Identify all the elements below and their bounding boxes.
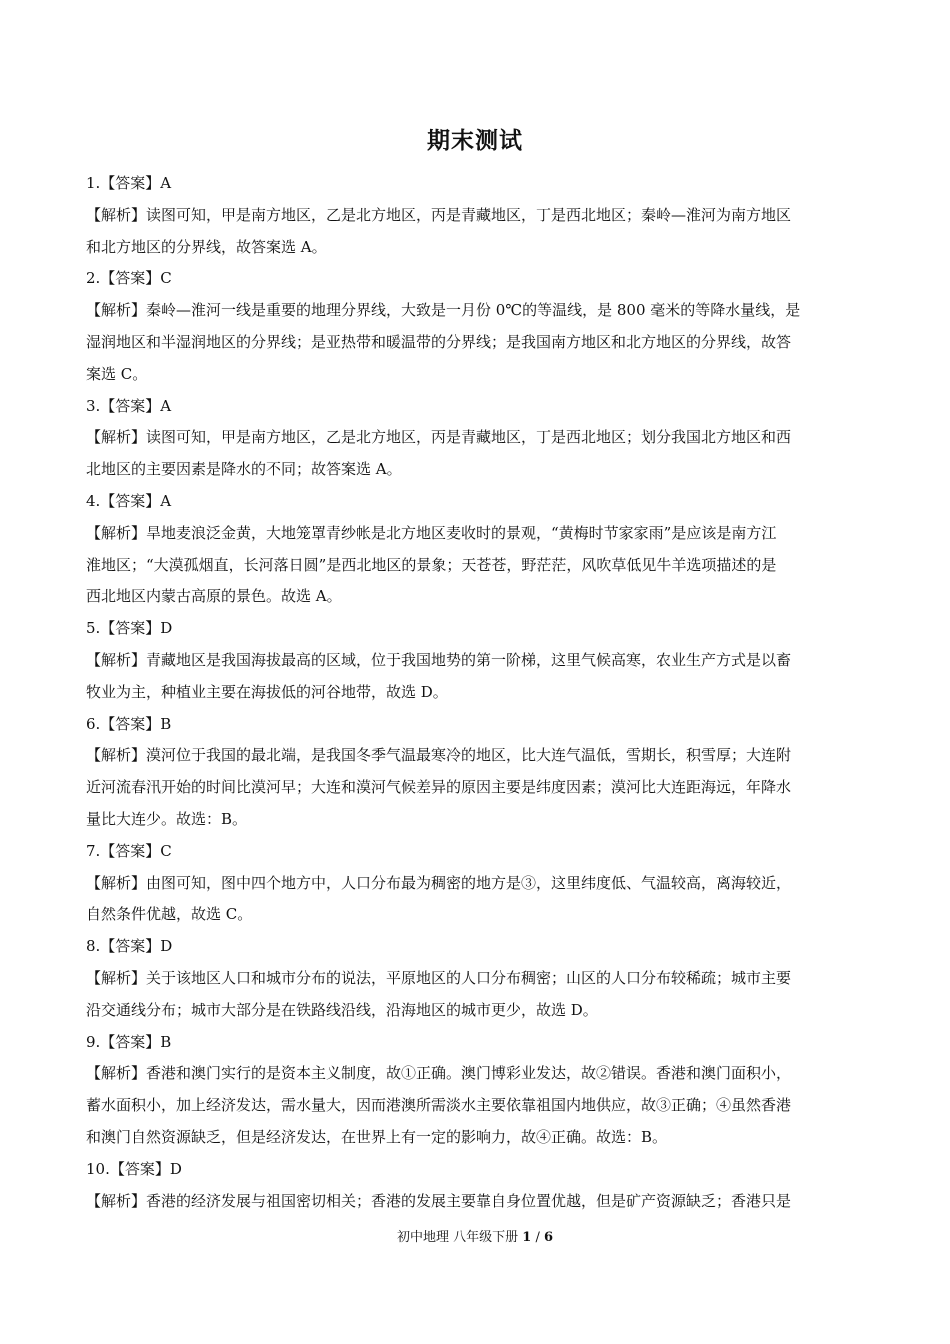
- text-line: 【解析】读图可知，甲是南方地区，乙是北方地区，丙是青藏地区，丁是西北地区；划分我国北方地区和西: [86, 428, 792, 447]
- text-line: 【解析】读图可知，甲是南方地区，乙是北方地区，丙是青藏地区，丁是西北地区；秦岭—淮河为南方地区: [86, 205, 792, 224]
- text-line: 2.【答案】C: [86, 269, 172, 288]
- text-line: 【解析】香港的经济发展与祖国密切相关；香港的发展主要靠自身位置优越，但是矿产资源缺乏；香港只是: [86, 1191, 792, 1210]
- page-number: 1: [522, 1230, 532, 1245]
- text-line: 4.【答案】A: [86, 491, 172, 510]
- text-line: 6.【答案】B: [86, 714, 172, 733]
- text-line: 沿交通线分布；城市大部分是在铁路线沿线，沿海地区的城市更少，故选 D。: [86, 1000, 598, 1019]
- text-line: 3.【答案】A: [86, 396, 172, 415]
- text-line: 西北地区内蒙古高原的景色。故选 A。: [86, 587, 342, 606]
- text-line: 8.【答案】D: [86, 937, 173, 956]
- text-line: 【解析】旱地麦浪泛金黄，大地笼罩青纱帐是北方地区麦收时的景观，“黄梅时节家家雨”是应该是南方江: [86, 523, 777, 542]
- footer-label: 初中地理 八年级下册: [396, 1230, 519, 1245]
- text-line: 自然条件优越，故选 C。: [86, 905, 253, 924]
- text-line: 【解析】秦岭—淮河一线是重要的地理分界线，大致是一月份 0℃的等温线，是 800 毫米的等降水量线，是: [86, 301, 801, 320]
- text-line: 【解析】关于该地区人口和城市分布的说法，平原地区的人口分布稠密；山区的人口分布较稀疏；城市主要: [86, 968, 792, 987]
- text-line: 牧业为主，种植业主要在海拔低的河谷地带，故选 D。: [86, 682, 448, 701]
- text-line: 湿润地区和半湿润地区的分界线；是亚热带和暖温带的分界线；是我国南方地区和北方地区的分界线，故答: [86, 332, 792, 351]
- text-line: 近河流春汛开始的时间比漠河早；大连和漠河气候差异的原因主要是纬度因素；漠河比大连距海远，年降水: [86, 778, 792, 797]
- text-line: 和澳门自然资源缺乏，但是经济发达，在世界上有一定的影响力，故④正确。故选：B。: [86, 1127, 668, 1146]
- text-line: 【解析】漠河位于我国的最北端，是我国冬季气温最寒冷的地区，比大连气温低，雪期长，积雪厚；大连附: [86, 746, 792, 765]
- text-line: 和北方地区的分界线，故答案选 A。: [86, 237, 327, 256]
- text-line: 蓄水面积小，加上经济发达，需水量大，因而港澳所需淡水主要依靠祖国内地供应，故③正确；④虽然香港: [86, 1096, 792, 1115]
- page-title: 期末测试: [427, 128, 523, 154]
- page-footer: [0, 1226, 950, 1245]
- text-line: 淮地区；“大漠孤烟直，长河落日圆”是西北地区的景象；天苍苍，野茫茫，风吹草低见牛羊选项描述的是: [86, 555, 777, 574]
- text-line: 北地区的主要因素是降水的不同；故答案选 A。: [86, 460, 402, 479]
- page-total: 6: [543, 1230, 554, 1245]
- text-line: 【解析】由图可知，图中四个地方中，人口分布最为稠密的地方是③，这里纬度低、气温较高，离海较近，: [86, 873, 792, 892]
- text-line: 1.【答案】A: [86, 174, 172, 192]
- text-line: 【解析】香港和澳门实行的是资本主义制度，故①正确。澳门博彩业发达，故②错误。香港和澳门面积小，: [86, 1064, 792, 1083]
- text-line: 案选 C。: [86, 364, 148, 383]
- text-line: 10.【答案】D: [86, 1159, 182, 1178]
- answer-list: [86, 168, 866, 1217]
- text-line: 7.【答案】C: [86, 841, 172, 860]
- text-line: 【解析】青藏地区是我国海拔最高的区域，位于我国地势的第一阶梯，这里气候高寒，农业生产方式是以畜: [86, 650, 792, 669]
- text-line: 9.【答案】B: [86, 1032, 172, 1051]
- text-line: 5.【答案】D: [86, 619, 173, 638]
- page-separator: /: [535, 1230, 540, 1245]
- text-line: 量比大连少。故选：B。: [86, 809, 248, 828]
